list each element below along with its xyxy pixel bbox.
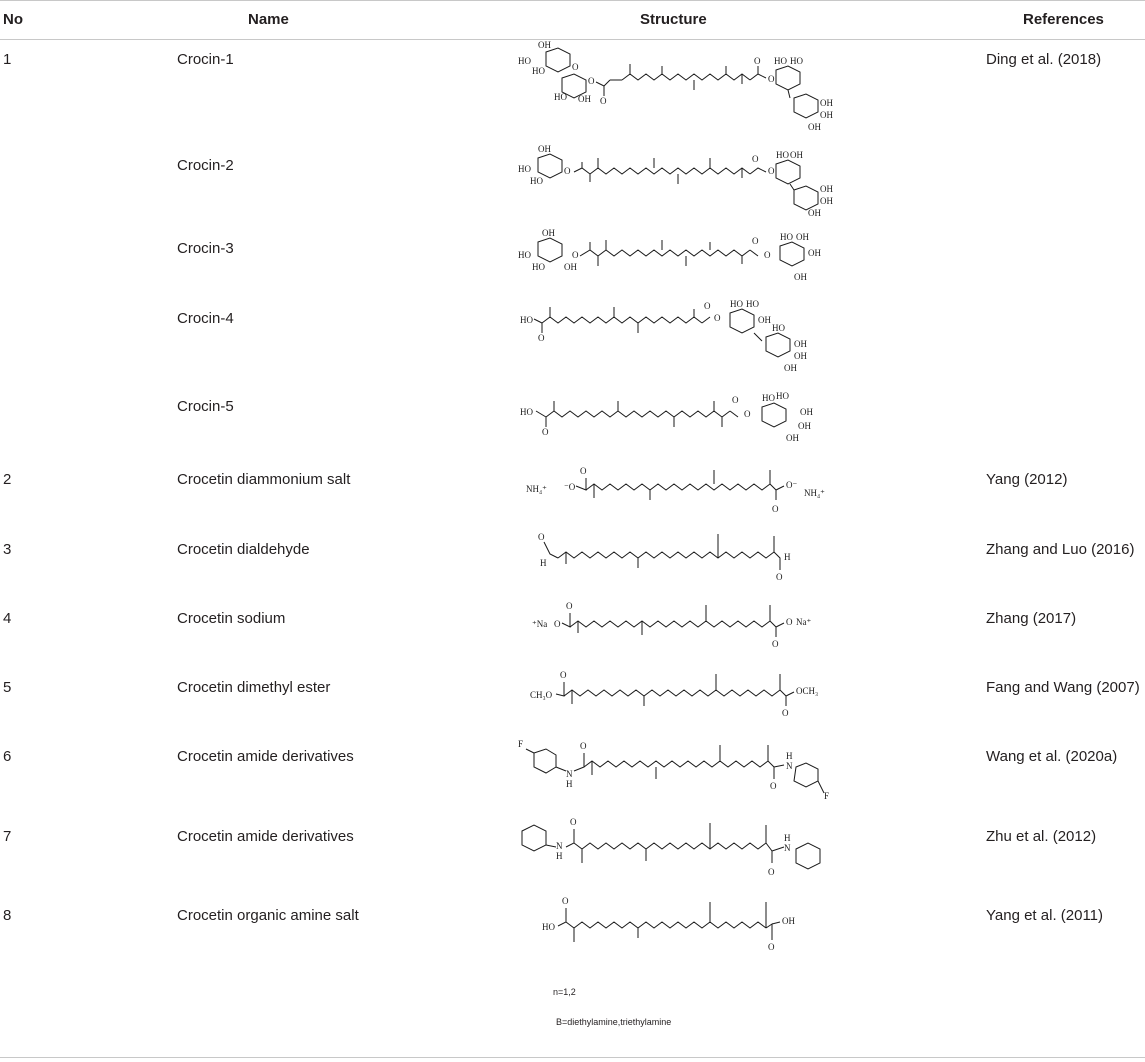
svg-text:H: H [556, 851, 563, 861]
svg-text:OH: OH [758, 315, 771, 325]
svg-text:O: O [772, 639, 779, 649]
svg-text:O: O [560, 670, 567, 680]
compound-name: Crocin-4 [177, 310, 234, 327]
structure-crocin-2 [518, 144, 838, 219]
svg-text:O: O [580, 466, 587, 476]
svg-text:OH: OH [808, 208, 821, 218]
svg-text:O: O [566, 601, 573, 611]
svg-text:O: O [580, 741, 587, 751]
reference: Zhang and Luo (2016) [986, 541, 1135, 558]
svg-text:O: O [732, 395, 739, 405]
svg-text:NH₄⁺: NH₄⁺ [526, 484, 547, 494]
svg-text:O: O [542, 427, 549, 437]
structure-crocetin-amide-phenyl [514, 815, 834, 885]
svg-text:O: O [752, 236, 759, 246]
svg-text:N: N [566, 769, 573, 779]
svg-text:OH: OH [820, 110, 833, 120]
svg-text:OH: OH [542, 228, 555, 238]
structure-crocetin-dimethyl-ester [518, 666, 838, 726]
compound-name: Crocetin diammonium salt [177, 471, 351, 488]
header-no: No [3, 11, 23, 28]
svg-text:NH₄⁺: NH₄⁺ [804, 488, 825, 498]
structure-crocin-1 [518, 40, 838, 135]
svg-text:HO: HO [776, 391, 789, 401]
svg-text:HO: HO [520, 315, 533, 325]
svg-text:OH: OH [808, 248, 821, 258]
row-no: 8 [3, 907, 12, 924]
svg-text:HO: HO [532, 262, 545, 272]
structure-crocetin-sodium [518, 597, 838, 657]
svg-text:O: O [782, 708, 789, 718]
svg-text:OH: OH [794, 272, 807, 282]
svg-text:H: H [566, 779, 573, 789]
svg-text:O: O [776, 572, 783, 582]
svg-text:O: O [714, 313, 721, 323]
svg-text:HO: HO [772, 323, 785, 333]
structure-crocin-4 [518, 297, 838, 377]
svg-text:⁻O: ⁻O [564, 482, 576, 492]
svg-text:OH: OH [794, 351, 807, 361]
row-no: 2 [3, 471, 12, 488]
svg-text:HO: HO [780, 232, 793, 242]
svg-text:HO: HO [518, 250, 531, 260]
svg-text:OCH₃: OCH₃ [796, 686, 819, 696]
structure-crocetin-diammonium-salt [518, 460, 838, 520]
svg-text:HO: HO [518, 56, 531, 66]
svg-text:CH₃O: CH₃O [530, 690, 553, 700]
row-no: 6 [3, 748, 12, 765]
svg-text:HO: HO [542, 922, 555, 932]
svg-text:OH: OH [798, 421, 811, 431]
compound-name: Crocetin amide derivatives [177, 828, 354, 845]
svg-text:OH: OH [796, 232, 809, 242]
svg-text:H: H [784, 833, 791, 843]
svg-text:⁺Na: ⁺Na [532, 619, 548, 629]
svg-text:H: H [786, 751, 793, 761]
structure-crocin-5 [518, 385, 838, 447]
reference: Zhang (2017) [986, 610, 1077, 627]
svg-text:O: O [572, 62, 579, 72]
row-no: 1 [3, 51, 12, 68]
svg-text:O: O [562, 896, 569, 906]
svg-text:HO: HO [554, 92, 567, 102]
header-references: References [1023, 11, 1104, 28]
svg-text:O: O [752, 154, 759, 164]
svg-text:O⁻: O⁻ [786, 480, 798, 490]
svg-text:OH: OH [800, 407, 813, 417]
structure-crocetin-organic-amine-salt [518, 894, 838, 954]
row-no: 4 [3, 610, 12, 627]
svg-text:O: O [538, 532, 545, 542]
svg-text:N: N [786, 761, 793, 771]
structure-note-b: B=diethylamine,triethylamine [556, 1017, 672, 1027]
svg-text:HO: HO [532, 66, 545, 76]
svg-text:O: O [768, 166, 775, 176]
svg-text:HO: HO [518, 164, 531, 174]
compound-name: Crocin-5 [177, 398, 234, 415]
svg-text:O: O [600, 96, 607, 106]
svg-text:HO: HO [776, 150, 789, 160]
structure-crocetin-dialdehyde [518, 530, 838, 586]
compound-name: Crocetin sodium [177, 610, 286, 627]
svg-text:HO: HO [746, 299, 759, 309]
svg-text:N: N [556, 841, 563, 851]
reference: Ding et al. (2018) [986, 51, 1102, 68]
compound-name: Crocin-3 [177, 240, 234, 257]
compound-name: Crocetin dialdehyde [177, 541, 310, 558]
compound-name: Crocetin amide derivatives [177, 748, 354, 765]
reference: Yang et al. (2011) [986, 907, 1104, 924]
header-structure: Structure [640, 11, 707, 28]
svg-text:N: N [784, 843, 791, 853]
svg-text:OH: OH [564, 262, 577, 272]
svg-text:O: O [588, 76, 595, 86]
svg-text:H: H [540, 558, 547, 568]
svg-text:OH: OH [820, 196, 833, 206]
svg-text:O: O [572, 250, 579, 260]
table-top-rule [0, 0, 1145, 1]
header-name: Name [248, 11, 289, 28]
svg-text:O: O [704, 301, 711, 311]
svg-text:O: O [768, 942, 775, 952]
svg-text:O: O [772, 504, 779, 514]
svg-text:O: O [786, 617, 793, 627]
svg-text:HO: HO [730, 299, 743, 309]
svg-text:HO: HO [774, 56, 787, 66]
compound-name: Crocin-2 [177, 157, 234, 174]
svg-text:OH: OH [538, 40, 551, 50]
svg-text:O: O [764, 250, 771, 260]
svg-text:O: O [754, 56, 761, 66]
svg-text:OH: OH [808, 122, 821, 132]
reference: Wang et al. (2020a) [986, 748, 1118, 765]
svg-text:OH: OH [784, 363, 797, 373]
svg-text:OH: OH [786, 433, 799, 443]
svg-text:O: O [570, 817, 577, 827]
svg-text:OH: OH [578, 94, 591, 104]
svg-text:O: O [564, 166, 571, 176]
svg-text:O: O [538, 333, 545, 343]
svg-text:O: O [554, 619, 561, 629]
svg-text:O: O [744, 409, 751, 419]
structure-crocin-3 [518, 228, 838, 288]
svg-text:HO: HO [762, 393, 775, 403]
table-bottom-rule [0, 1057, 1145, 1058]
svg-text:O: O [768, 74, 775, 84]
reference: Fang and Wang (2007) [986, 679, 1140, 696]
svg-text:OH: OH [790, 150, 803, 160]
reference: Zhu et al. (2012) [986, 828, 1097, 845]
row-no: 7 [3, 828, 12, 845]
compound-name: Crocetin organic amine salt [177, 907, 359, 924]
svg-text:HO: HO [790, 56, 803, 66]
compound-name: Crocetin dimethyl ester [177, 679, 331, 696]
svg-text:F: F [824, 791, 830, 801]
svg-text:O: O [770, 781, 777, 791]
row-no: 5 [3, 679, 12, 696]
svg-text:H: H [784, 552, 791, 562]
svg-text:O: O [768, 867, 775, 877]
svg-text:HO: HO [530, 176, 543, 186]
svg-text:OH: OH [782, 916, 795, 926]
row-no: 3 [3, 541, 12, 558]
structure-crocetin-amide-fluorophenyl [514, 735, 834, 805]
svg-text:OH: OH [538, 144, 551, 154]
svg-text:HO: HO [520, 407, 533, 417]
svg-text:OH: OH [794, 339, 807, 349]
svg-text:F: F [518, 739, 524, 749]
reference: Yang (2012) [986, 471, 1068, 488]
compound-name: Crocin-1 [177, 51, 234, 68]
svg-text:Na⁺: Na⁺ [796, 617, 812, 627]
svg-text:OH: OH [820, 98, 833, 108]
svg-text:OH: OH [820, 184, 833, 194]
structure-note-n: n=1,2 [553, 987, 576, 997]
